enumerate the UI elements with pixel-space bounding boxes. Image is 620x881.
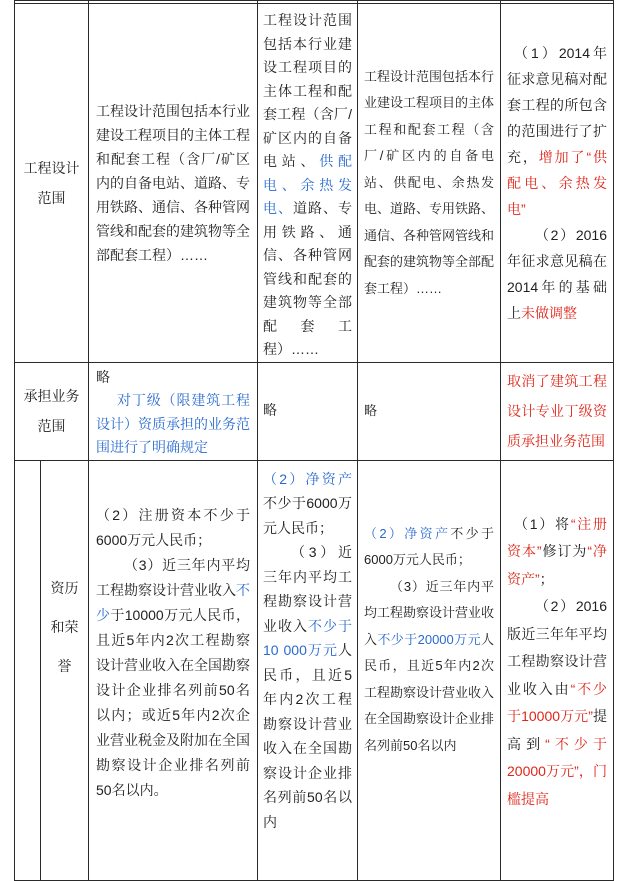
paragraph (96, 99, 250, 267)
text-segment: 工程设计范围包括本行业建设工程项目的主体工程和配套工程（含厂/矿区内的自备电站、道路、专用铁路、通信、各种管网管线和配套的建筑物等全部配套工程）…… (96, 102, 250, 263)
paragraph (364, 574, 494, 760)
paragraph (507, 40, 607, 222)
paragraph (96, 503, 250, 553)
text-segment: （3）近三年内平均工程勘察设计营业收入 (263, 544, 352, 634)
text-segment: 修订为 (541, 543, 588, 559)
row-header-qualification-honor: 资历和荣誉 (41, 460, 89, 880)
text-segment: ； (539, 570, 554, 587)
text-segment: 人民币，且近5年内2次工程勘察设计营业收入在全国勘察设计企业排名列前50名以内 (364, 631, 495, 753)
text-segment: 不少于10 000万元 (263, 617, 352, 658)
cell-business-scope-col1 (89, 362, 258, 460)
text-segment: 提高到 (507, 708, 608, 752)
text-segment: 取消了建筑工程设计专业丁级资质承担业务范围 (507, 373, 607, 449)
text-segment: 供配电、余热发电、 (263, 153, 352, 216)
cell-business-scope-col2 (258, 362, 358, 460)
paragraph (507, 222, 607, 326)
text-segment: 对丁级（限建筑工程设计）资质承担的业务范围进行了明确规定 (96, 392, 250, 455)
cell-business-scope-col3 (358, 362, 501, 460)
text-segment: （2）2016年征求意见稿在2014年的基础上 (507, 226, 607, 321)
text-segment: 略 (263, 402, 277, 419)
paragraph (96, 366, 250, 390)
text-segment: 未做调整 (521, 304, 577, 321)
cell-qualification-col1 (89, 460, 258, 880)
text-segment: 增加了“供配电、余热发电” (507, 148, 607, 217)
row-header-business-scope: 承担业务范围 (15, 362, 89, 460)
paragraph (96, 553, 250, 803)
row-header-design-scope: 工程设计范围 (15, 4, 89, 363)
table-row-design-scope (15, 4, 614, 363)
text-segment: 人民币，且近5年内2次工程勘察设计营业收入在全国勘察设计企业排名列前50名以内 (263, 642, 352, 830)
text-segment: （2）净资产 (263, 470, 352, 487)
text-segment: 不少于6000万元人民币； (364, 525, 494, 567)
paragraph (507, 593, 607, 813)
cell-qualification-col2 (258, 460, 358, 880)
cell-design-scope-changes (501, 4, 614, 363)
paragraph (507, 511, 607, 594)
paragraph (96, 389, 250, 460)
text-segment: （1）将 (514, 515, 571, 532)
text-segment: “不少于10000万元” (507, 680, 608, 724)
text-segment: （1）2014年征求意见稿对配套工程的所包含的范围进行了扩充， (507, 44, 607, 165)
table-row-business-scope (15, 362, 614, 460)
cell-design-scope-col3 (358, 4, 501, 363)
cell-business-scope-changes (501, 362, 614, 460)
text-segment: 不少于20000万元 (377, 631, 481, 647)
text-segment: 不少 (96, 581, 250, 623)
text-segment: （2）净资产 (364, 525, 451, 541)
paragraph (263, 540, 352, 834)
paragraph (263, 9, 352, 362)
text-segment: （3）近三年内平均工程勘察设计营业收入 (96, 556, 250, 598)
cell-design-scope-col1 (89, 4, 258, 363)
cell-qualification-col3 (358, 460, 501, 880)
text-segment: “不少于20000万元”， (507, 735, 607, 779)
text-segment: 于10000万元人民币，且近5年内2次工程勘察设计营业收入在全国勘察设计企业排名列前50名以内；或近5年内2次企业营业税金及附加在全国勘察设计企业排名列前50名以内。 (96, 606, 251, 798)
qualification-comparison-table (14, 0, 614, 881)
table-row-qualification-honor (15, 460, 614, 880)
paragraph (364, 398, 494, 425)
cell-qualification-changes (501, 460, 614, 880)
paragraph (364, 64, 494, 303)
text-segment: 略 (364, 402, 378, 418)
cell-design-scope-col2 (258, 4, 358, 363)
paragraph (364, 521, 494, 574)
text-segment: 门槛提高 (507, 763, 607, 807)
text-segment: 略 (96, 368, 110, 385)
paragraph (263, 467, 352, 541)
text-segment: （3）近三年内平均工程勘察设计营业收入 (364, 578, 495, 647)
row-header-spacer (15, 460, 41, 880)
text-segment: “注册资本” (507, 515, 607, 559)
text-segment: （2）注册资本不少于6000万元人民币； (96, 506, 250, 548)
text-segment: “净资产” (507, 543, 608, 587)
text-segment: 工程设计范围包括本行业建设工程项目的主体工程和配套工程（含厂/矿区内的自备电站、供配电、余热发电、道路、专用铁路、通信、各种管网管线和配套的建筑物等全部配套工程）…… (364, 68, 495, 296)
paragraph (263, 399, 352, 423)
text-segment: （2）2016版近三年年平均工程勘察设计营业收入由 (507, 598, 607, 697)
text-segment: 工程设计范围包括本行业建设工程项目的主体工程和配套工程（含厂/矿区内的自备电站、 (263, 12, 352, 169)
text-segment: 不少于6000万元人民币； (263, 495, 352, 536)
text-segment: 道路、专用铁路、通信、各种管网管线和配套的建筑物等全部配套工程）…… (263, 200, 352, 357)
paragraph (507, 366, 607, 456)
